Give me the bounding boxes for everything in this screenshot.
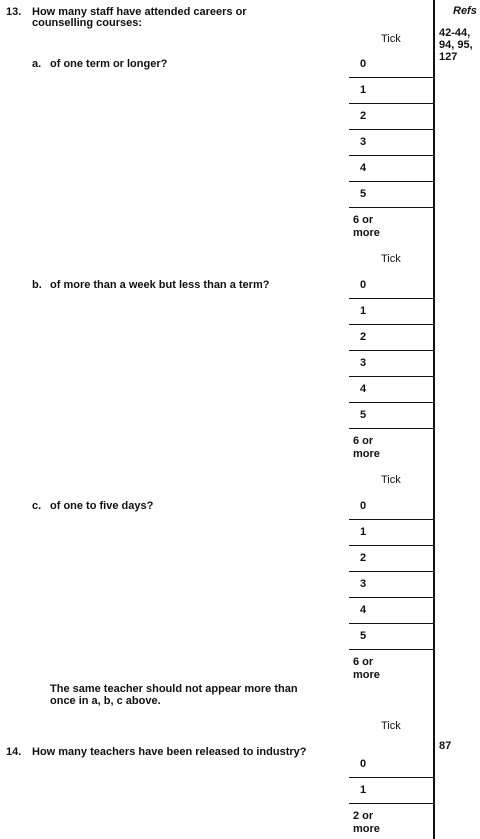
option-divider: [349, 649, 433, 650]
option-b-2[interactable]: 2: [360, 331, 367, 343]
option-b-3[interactable]: 3: [360, 357, 367, 369]
option-a-0[interactable]: 0: [360, 58, 367, 70]
option-a-6-line2[interactable]: more: [353, 227, 380, 239]
option-b-6-line2[interactable]: more: [353, 448, 380, 460]
q14-refs: 87: [439, 740, 452, 752]
part-a-letter: a.: [32, 58, 42, 70]
q13-number: 13.: [6, 6, 22, 18]
option-divider: [349, 519, 433, 520]
tick-header-q14: Tick: [381, 720, 401, 732]
option-a-2[interactable]: 2: [360, 110, 367, 122]
option-c-4[interactable]: 4: [360, 604, 367, 616]
option-divider: [349, 402, 433, 403]
option-q14-2-line1[interactable]: 2 or: [353, 810, 374, 822]
option-divider: [349, 571, 433, 572]
option-divider: [349, 777, 433, 778]
option-divider: [349, 597, 433, 598]
q13-refs-line3: 127: [439, 51, 458, 63]
option-c-1[interactable]: 1: [360, 526, 367, 538]
option-c-6-line1[interactable]: 6 or: [353, 656, 374, 668]
option-divider: [349, 207, 433, 208]
q13-text-line1: How many staff have attended careers or: [32, 6, 247, 18]
option-divider: [349, 545, 433, 546]
note-line2: once in a, b, c above.: [50, 695, 161, 707]
option-b-6-line1[interactable]: 6 or: [353, 435, 374, 447]
tick-header-b: Tick: [381, 253, 401, 265]
part-b-letter: b.: [32, 279, 42, 291]
option-c-5[interactable]: 5: [360, 630, 367, 642]
option-divider: [349, 77, 433, 78]
q14-number: 14.: [6, 746, 22, 758]
option-b-4[interactable]: 4: [360, 383, 367, 395]
option-divider: [349, 129, 433, 130]
option-divider: [349, 803, 433, 804]
part-c-letter: c.: [32, 500, 42, 512]
option-q14-0[interactable]: 0: [360, 758, 367, 770]
refs-header: Refs: [453, 5, 477, 17]
option-q14-2-line2[interactable]: more: [353, 823, 380, 835]
option-b-0[interactable]: 0: [360, 279, 367, 291]
q13-text-line2: counselling courses:: [32, 17, 143, 29]
option-a-3[interactable]: 3: [360, 136, 367, 148]
option-divider: [349, 181, 433, 182]
option-c-3[interactable]: 3: [360, 578, 367, 590]
part-b-text: of more than a week but less than a term?: [50, 279, 270, 291]
tick-header-a: Tick: [381, 33, 401, 45]
option-c-6-line2[interactable]: more: [353, 669, 380, 681]
q14-text: How many teachers have been released to industry?: [32, 746, 307, 758]
q13-refs-line2: 94, 95,: [439, 39, 473, 51]
tick-header-c: Tick: [381, 474, 401, 486]
option-divider: [349, 623, 433, 624]
option-divider: [349, 103, 433, 104]
option-a-1[interactable]: 1: [360, 84, 367, 96]
option-divider: [349, 324, 433, 325]
option-a-5[interactable]: 5: [360, 188, 367, 200]
option-divider: [349, 155, 433, 156]
option-a-4[interactable]: 4: [360, 162, 367, 174]
option-a-6-line1[interactable]: 6 or: [353, 214, 374, 226]
option-divider: [349, 428, 433, 429]
option-b-5[interactable]: 5: [360, 409, 367, 421]
option-c-0[interactable]: 0: [360, 500, 367, 512]
option-divider: [349, 350, 433, 351]
refs-column-divider: [433, 0, 435, 839]
note-line1: The same teacher should not appear more than: [50, 683, 298, 695]
q13-refs-line1: 42-44,: [439, 27, 471, 39]
option-divider: [349, 298, 433, 299]
option-q14-1[interactable]: 1: [360, 784, 367, 796]
option-c-2[interactable]: 2: [360, 552, 367, 564]
part-a-text: of one term or longer?: [50, 58, 168, 70]
option-b-1[interactable]: 1: [360, 305, 367, 317]
part-c-text: of one to five days?: [50, 500, 154, 512]
option-divider: [349, 376, 433, 377]
